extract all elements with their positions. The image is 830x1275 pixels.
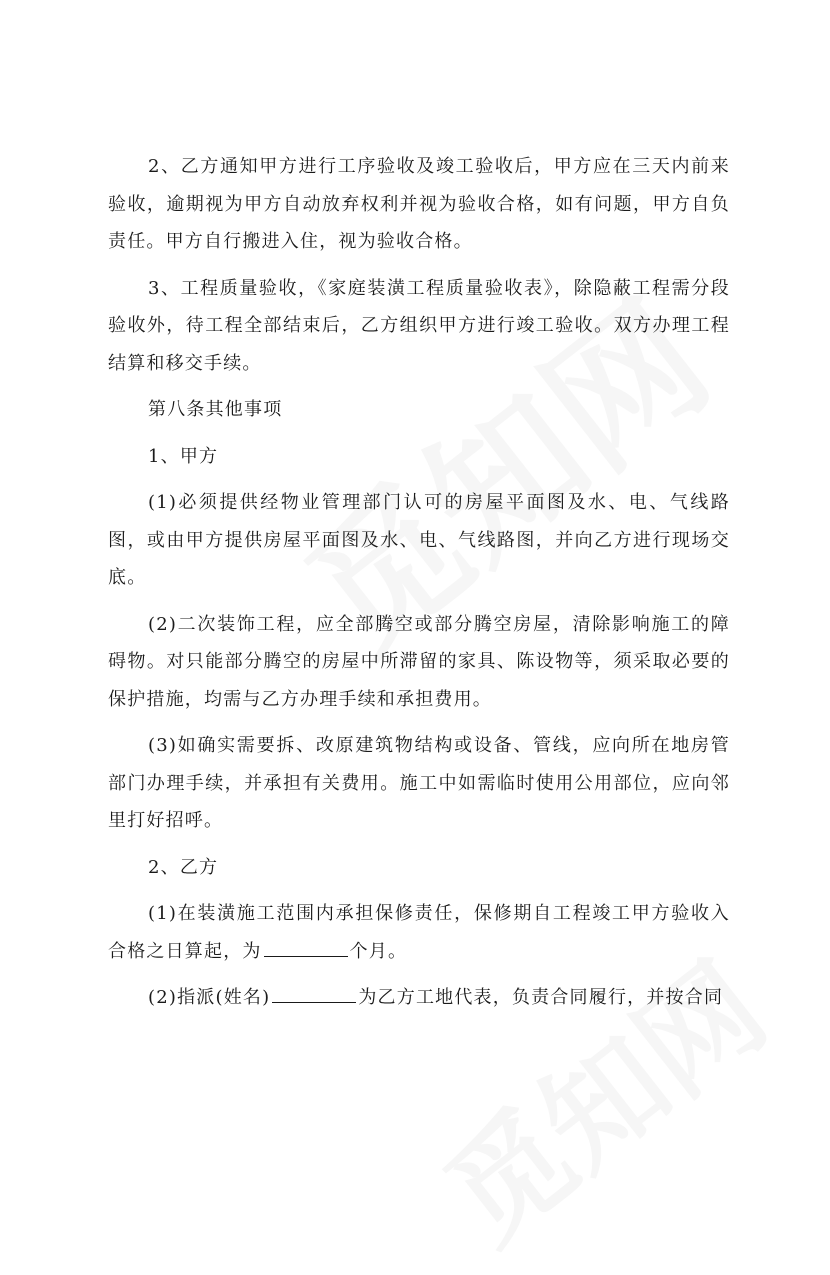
paragraph-party-b-representative	[108, 979, 730, 1017]
subheading-party-a: 1、甲方	[148, 445, 219, 467]
representative-text-before: (2)指派(姓名)	[148, 987, 271, 1008]
paragraph-party-b-warranty	[108, 895, 730, 970]
paragraph-party-a-item-2: (2)二次装饰工程，应全部腾空或部分腾空房屋，清除影响施工的障碍物。对只能部分腾空的房屋中所滞留的家具、陈设物等，须采取必要的保护措施，均需与乙方办理手续和承担费用。	[108, 613, 730, 710]
warranty-text-before: (1)在装潢施工范围内承担保修责任，保修期自工程竣工甲方验收入合格之日算起，为	[108, 903, 730, 962]
paragraph-quality-acceptance: 3、工程质量验收，《家庭装潢工程质量验收表》，除隐蔽工程需分段验收外，待工程全部结束后，乙方组织甲方进行竣工验收。双方办理工程结算和移交手续。	[108, 277, 730, 374]
warranty-text-after: 个月。	[349, 940, 408, 962]
subheading-party-b: 2、乙方	[148, 856, 219, 878]
paragraph-party-a-item-1: (1)必须提供经物业管理部门认可的房屋平面图及水、电、气线路图，或由甲方提供房屋平面图及水、电、气线路图，并向乙方进行现场交底。	[108, 492, 730, 588]
warranty-months-blank	[264, 938, 348, 957]
document-body	[108, 148, 730, 1026]
representative-name-blank	[272, 984, 356, 1003]
representative-text-after: 为乙方工地代表，负责合同履行，并按合同	[358, 987, 724, 1008]
paragraph-acceptance-notice: 2、乙方通知甲方进行工序验收及竣工验收后，甲方应在三天内前来验收，逾期视为甲方自动放弃权利并视为验收合格，如有问题，甲方自负责任。甲方自行搬进入住，视为验收合格。	[108, 156, 730, 252]
section-heading-other-matters: 第八条其他事项	[148, 399, 283, 420]
paragraph-party-a-item-3: (3)如确实需要拆、改原建筑物结构或设备、管线，应向所在地房管部门办理手续，并承担有关费用。施工中如需临时使用公用部位，应向邻里打好招呼。	[108, 735, 730, 831]
